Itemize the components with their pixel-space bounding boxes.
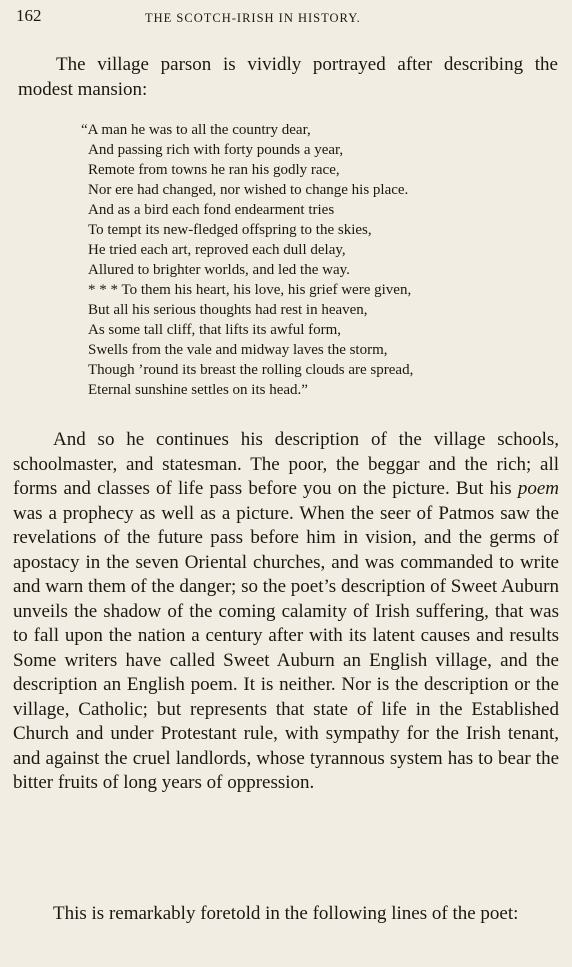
poem-line: He tried each art, reproved each dull delay, [88, 242, 346, 258]
poem-line: “A man he was to all the country dear, [81, 122, 311, 138]
intro-paragraph: The village parson is vividly portrayed after describing the modest mansion: [18, 54, 558, 100]
poem-line: And passing rich with forty pounds a year, [88, 142, 344, 158]
poem-line: To tempt its new-fledged offspring to the skies, [88, 222, 372, 238]
page-number: 162 [16, 6, 42, 25]
emphasis-poem: poem [517, 478, 559, 499]
running-head: THE SCOTCH-IRISH IN HISTORY. [145, 11, 361, 25]
page-header [0, 6, 572, 32]
poem-line: Though ’round its breast the rolling clouds are spread, [88, 362, 414, 378]
body-text-part-2: was a prophecy as well as a picture. When the seer of Patmos saw the revelations of the future pass before him in vision, and the germs of apostacy in the seven Oriental churches, and was commanded to write and warn them of the danger; so the poet’s description of Sweet Auburn unveils the shadow of the coming calamity of Irish suffering, that was to fall upon the nation a century after with its latent causes and results Some writers have called Sweet Auburn an English village, and the description an English poem. It is neither. Nor is the description or the village, Catholic; but represents that state of life in the Established Church and under Protestant rule, with sympathy for the Irish tenant, and against the cruel landlords, whose tyrannous system has to bear the bitter fruits of long years of oppression. [13, 502, 559, 793]
body-paragraph [13, 428, 559, 796]
poem-line: Nor ere had changed, nor wished to change his place. [88, 182, 409, 198]
poem-line: As some tall cliff, that lifts its awful form, [88, 322, 342, 338]
poem-line: Remote from towns he ran his godly race, [88, 162, 340, 178]
poem-line: Eternal sunshine settles on its head.” [88, 382, 308, 398]
poem-line: But all his serious thoughts had rest in heaven, [88, 302, 368, 318]
body-text-part-1: And so he continues his description of the village schools, schoolmaster, and statesman. The poor, the beggar and the rich; all forms and classes of life pass before you on the picture. But his [13, 429, 559, 499]
closing-paragraph: This is remarkably foretold in the following lines of the poet: [53, 903, 519, 924]
poem-line: Swells from the vale and midway laves the storm, [88, 342, 388, 358]
poem-quote [81, 120, 568, 400]
poem-line: Allured to brighter worlds, and led the way. [88, 262, 350, 278]
poem-line: And as a bird each fond endearment tries [88, 202, 335, 218]
poem-line: * * * To them his heart, his love, his grief were given, [88, 282, 412, 298]
